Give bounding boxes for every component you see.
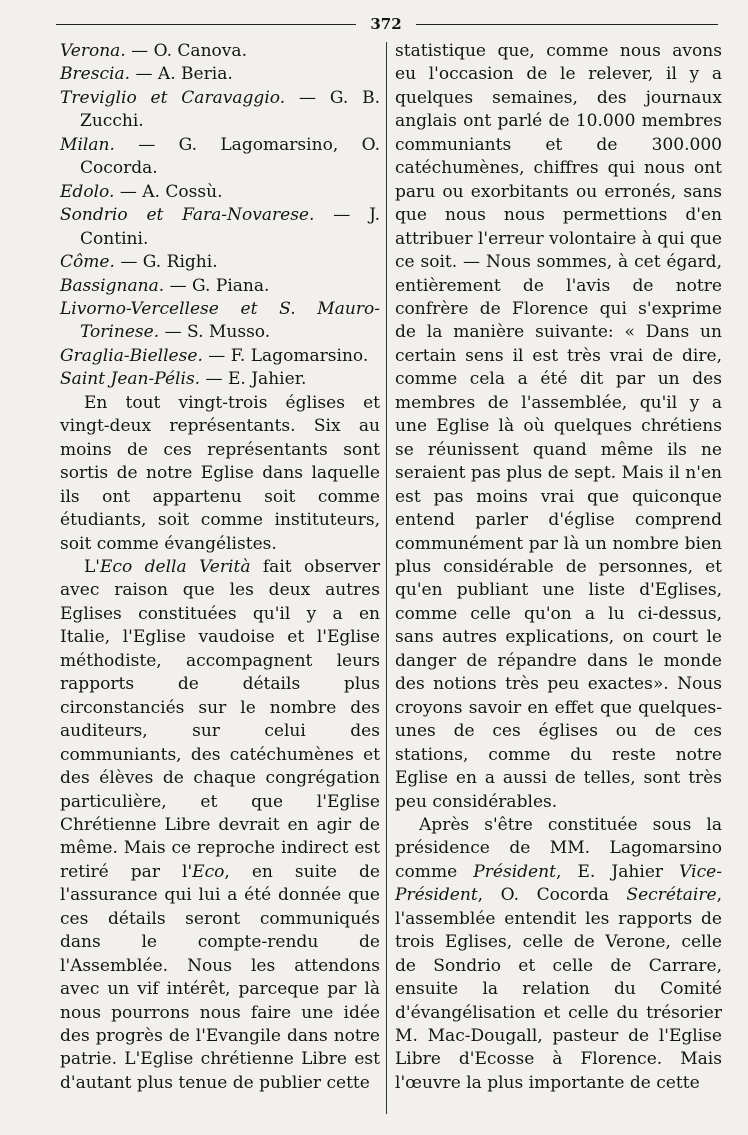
church-representative: G. Piana. bbox=[192, 275, 270, 296]
page-number: 372 bbox=[370, 15, 402, 33]
church-place: Edolo. bbox=[60, 181, 115, 202]
church-entry bbox=[60, 275, 380, 298]
church-place: Sondrio et Fara-Novarese. bbox=[60, 205, 315, 226]
text-run: , O. Cocorda bbox=[477, 885, 627, 906]
header-rule-left bbox=[56, 24, 356, 25]
header-rule-right bbox=[416, 24, 718, 25]
column-divider bbox=[386, 42, 387, 1114]
entry-separator: — bbox=[285, 87, 330, 108]
entry-separator: — bbox=[164, 275, 193, 296]
entry-separator: — bbox=[130, 64, 158, 85]
text-run: fait observer avec raison que les deux autres Eglises constituées qu'il y a en Italie, l'Eglise vaudoise et l'Eglise méthodiste, accompagnent leurs rapports de détails plus circonstanciés sur le nombre des auditeurs, sur celui des communiants, des catéchumènes et des élèves de chaque congrégation particulière, et que l'Eglise Chrétienne Libre devrait en agir de même. Mais ce reproche indirect est retiré par l' bbox=[60, 556, 380, 882]
church-entry bbox=[60, 134, 380, 181]
church-place: Saint Jean-Pélis. bbox=[60, 369, 201, 390]
church-entry bbox=[60, 87, 380, 134]
title-secretary: Secrétaire bbox=[626, 885, 717, 906]
church-place: Graglia-Biellese. bbox=[60, 345, 203, 366]
church-representative: G. Righi. bbox=[142, 252, 218, 273]
entry-separator: — bbox=[200, 369, 228, 390]
church-representative: G. B. Zucchi. bbox=[80, 87, 381, 132]
church-place: Bassignana. bbox=[60, 275, 165, 296]
title-president: Président bbox=[473, 861, 556, 882]
church-entry bbox=[60, 63, 380, 86]
entry-separator: — bbox=[114, 181, 143, 202]
paragraph-eco bbox=[60, 556, 380, 1095]
right-column bbox=[395, 40, 722, 1095]
periodical-title: Eco della Verità bbox=[100, 556, 251, 577]
left-column bbox=[60, 40, 380, 1095]
church-place: Livorno-Vercellese et S. Mauro-Torinese. bbox=[60, 298, 380, 343]
page-header bbox=[56, 14, 718, 34]
entry-separator: — bbox=[314, 205, 370, 226]
entry-separator: — bbox=[202, 345, 231, 366]
church-place: Côme. bbox=[60, 252, 115, 273]
church-entry bbox=[60, 40, 380, 63]
church-entry bbox=[60, 298, 380, 345]
entry-separator: — bbox=[114, 252, 143, 273]
entry-separator: — bbox=[114, 134, 179, 155]
church-list bbox=[60, 40, 380, 392]
title-vice-president: Vice-Président bbox=[395, 861, 722, 906]
church-representative: G. Lagomarsino, O. Cocorda. bbox=[80, 134, 380, 179]
paragraph-assembly bbox=[395, 814, 722, 1095]
text-run: , E. Jahier bbox=[555, 861, 680, 882]
church-place: Milan. bbox=[60, 134, 115, 155]
church-representative: S. Musso. bbox=[187, 322, 271, 343]
text-run: Après s'être constituée sous la présidence de MM. Lagomarsino comme bbox=[395, 814, 722, 882]
periodical-title-short: Eco bbox=[192, 861, 225, 882]
church-entry bbox=[60, 204, 380, 251]
text-run: , en suite de l'assurance qui lui a été donnée que ces détails seront communiqués dans le compte-rendu de l'Assemblée. Nous les attendons avec un vif intérêt, parceque par là nous pourrons nous faire une idée des progrès de l'Evangile dans notre patrie. L'Eglise chrétienne Libre est d'autant plus tenue de publier cette bbox=[60, 861, 381, 1093]
church-representative: F. Lagomarsino. bbox=[230, 345, 369, 366]
text-run: , l'assemblée entendit les rapports de trois Eglises, celle de Verone, celle de Sondrio et celle de Carrare, ensuite la relation du Comité d'évangélisation et celle du trésorier M. Mac-Dougall, pasteur de l'Eglise Libre d'Ecosse à Florence. Mais l'œuvre la plus importante de cette bbox=[395, 885, 722, 1093]
church-entry bbox=[60, 181, 380, 204]
church-representative: O. Canova. bbox=[153, 41, 247, 61]
entry-separator: — bbox=[159, 322, 188, 343]
church-entry bbox=[60, 368, 380, 391]
church-representative: E. Jahier. bbox=[227, 369, 307, 390]
church-representative: A. Beria. bbox=[157, 64, 233, 85]
church-place: Treviglio et Caravaggio. bbox=[60, 87, 286, 108]
text-run: L' bbox=[84, 556, 100, 577]
paragraph-total: En tout vingt-trois églises et vingt-deux représentants. Six au moins de ces représentants sont sortis de notre Eglise dans laquelle ils ont appartenu soit comme étudiants, soit comme instituteurs, soit comme évangélistes. bbox=[60, 392, 380, 554]
church-entry bbox=[60, 345, 380, 368]
church-place: Brescia. bbox=[60, 64, 131, 85]
church-representative: J. Contini. bbox=[80, 205, 381, 249]
church-representative: A. Cossù. bbox=[142, 181, 223, 202]
church-place: Verona. bbox=[60, 41, 126, 61]
entry-separator: — bbox=[125, 41, 154, 61]
paragraph-statistics: statistique que, comme nous avons eu l'occasion de le relever, il y a quelques semaines, des journaux anglais ont parlé de 10.000 membres communiants et de 300.000 catéchumènes, chiffres qui nous ont paru ou exorbitants ou erronés, sans que nous nous permettions d'en attribuer l'erreur volontaire à qui que ce soit. — Nous sommes, à cet égard, entièrement de l'avis de notre confrère de Florence qui s'exprime de la manière suivante: « Dans un certain sens il est très vrai de dire, comme cela a été dit par un des membres de l'assemblée, qu'il y a une Eglise là où quelques chrétiens se réunissent quand même ils ne seraient pas plus de sept. Mais il n'en est pas moins vrai que quiconque entend parler d'église comprend communément par là un nombre bien plus considérable de personnes, et qu'en publiant une liste d'Eglises, comme celle qu'on a lu ci-dessus, sans autres explications, on court le danger de répandre dans le monde des notions très peu exactes». Nous croyons savoir en effet que quelques-unes de ces églises ou de ces stations, comme du reste notre Eglise en a aussi de telles, sont très peu considérables. bbox=[395, 41, 722, 812]
church-entry bbox=[60, 251, 380, 274]
